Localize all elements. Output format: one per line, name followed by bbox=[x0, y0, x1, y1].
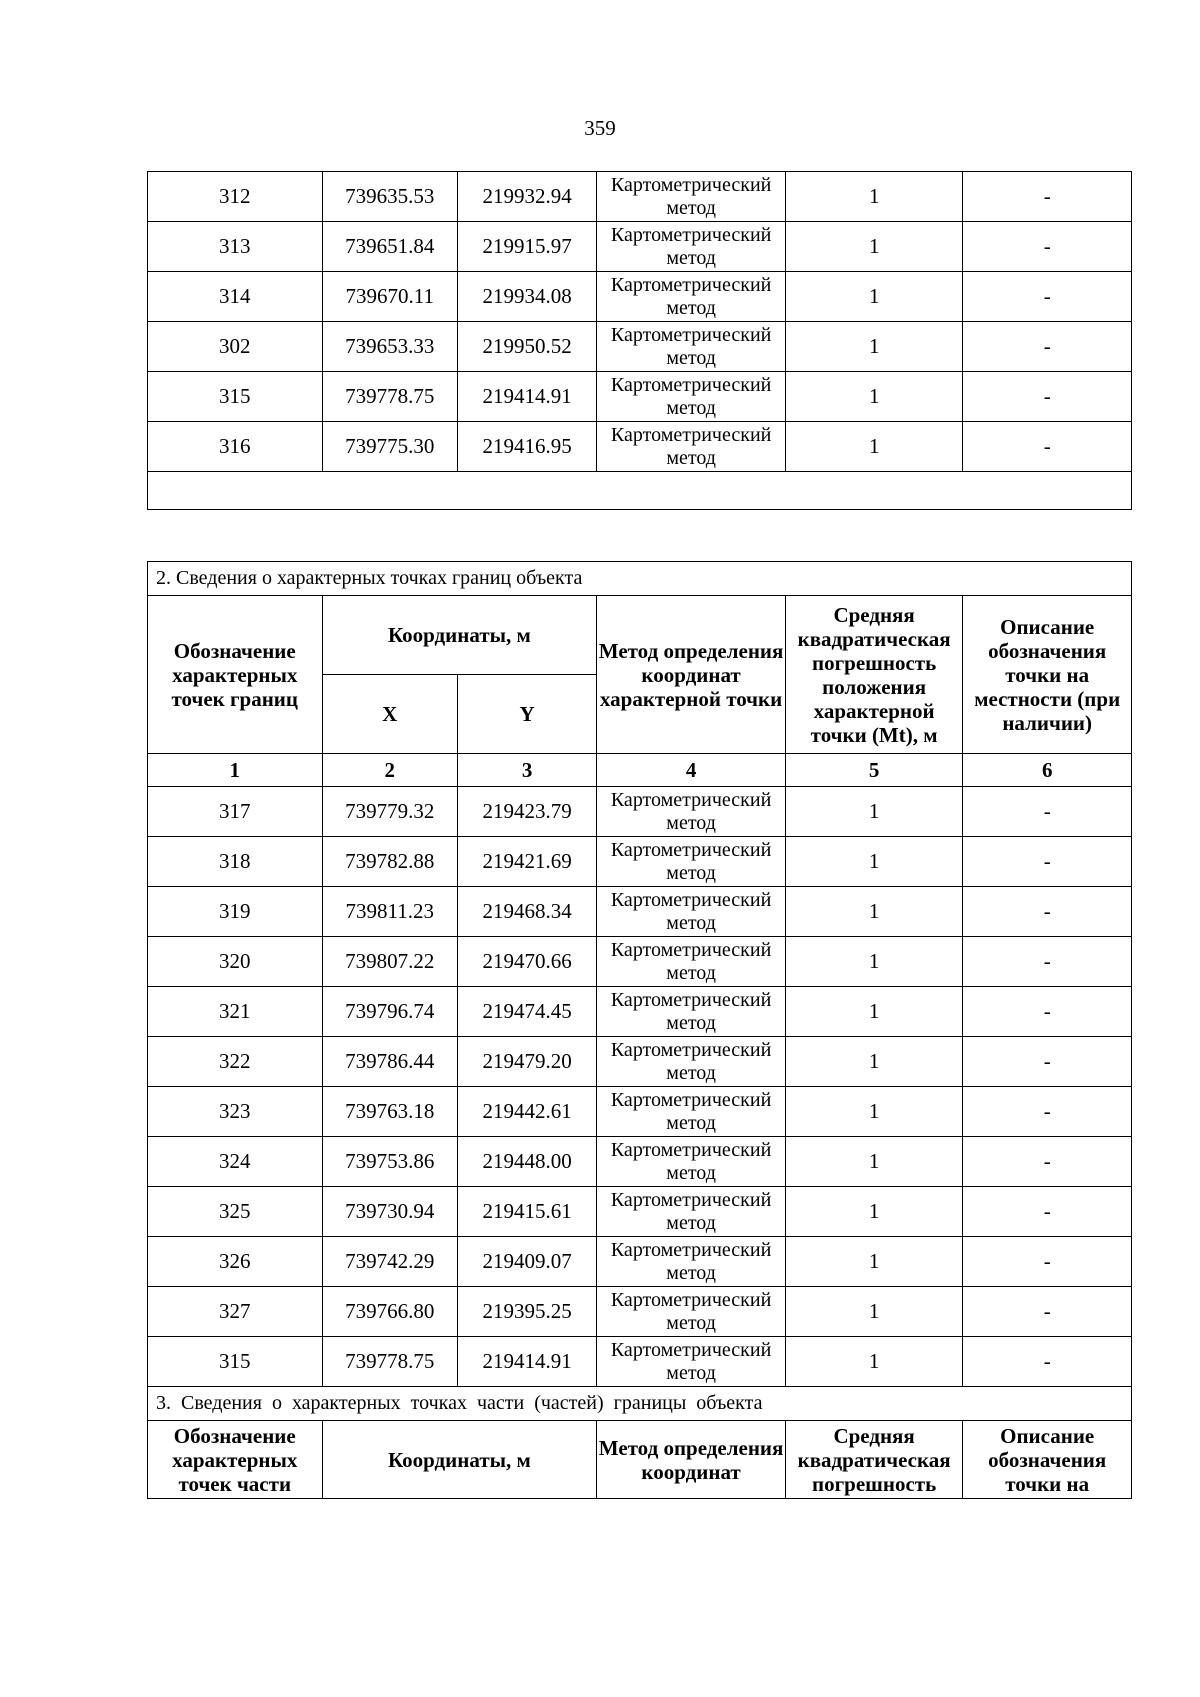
header-point: Обозначение характерных точек границ bbox=[148, 596, 323, 754]
cell-mt: 1 bbox=[785, 272, 963, 322]
table-row bbox=[148, 1337, 1132, 1387]
cell-x: 739670.11 bbox=[322, 272, 457, 322]
cell-mt: 1 bbox=[785, 787, 963, 837]
cell-y: 219414.91 bbox=[457, 1337, 596, 1387]
cell-point: 315 bbox=[148, 1337, 323, 1387]
cell-desc: - bbox=[963, 372, 1132, 422]
cell-desc: - bbox=[963, 1037, 1132, 1087]
cell-y: 219474.45 bbox=[457, 987, 596, 1037]
cell-x: 739775.30 bbox=[322, 422, 457, 472]
cell-y: 219423.79 bbox=[457, 787, 596, 837]
table-row bbox=[148, 1037, 1132, 1087]
cell-point: 326 bbox=[148, 1237, 323, 1287]
coordinates-table-continued bbox=[147, 171, 1132, 510]
cell-y: 219421.69 bbox=[457, 837, 596, 887]
table-row bbox=[148, 1187, 1132, 1237]
cell-desc: - bbox=[963, 887, 1132, 937]
header-coords: Координаты, м bbox=[322, 1421, 597, 1499]
cell-desc: - bbox=[963, 1237, 1132, 1287]
cell-point: 323 bbox=[148, 1087, 323, 1137]
header-y: Y bbox=[457, 675, 596, 754]
cell-y: 219409.07 bbox=[457, 1237, 596, 1287]
header-method: Метод определения координат характерной точки bbox=[597, 596, 786, 754]
cell-mt: 1 bbox=[785, 837, 963, 887]
table-row bbox=[148, 787, 1132, 837]
cell-x: 739779.32 bbox=[322, 787, 457, 837]
cell-point: 321 bbox=[148, 987, 323, 1037]
table-row bbox=[148, 1087, 1132, 1137]
cell-desc: - bbox=[963, 1337, 1132, 1387]
empty-cell bbox=[148, 472, 1132, 510]
cell-y: 219932.94 bbox=[457, 172, 596, 222]
cell-x: 739782.88 bbox=[322, 837, 457, 887]
cell-y: 219479.20 bbox=[457, 1037, 596, 1087]
cell-x: 739786.44 bbox=[322, 1037, 457, 1087]
section-title: 3. Сведения о характерных точках части (частей) границы объекта bbox=[148, 1387, 1132, 1421]
cell-mt: 1 bbox=[785, 1237, 963, 1287]
table-row bbox=[148, 1137, 1132, 1187]
cell-desc: - bbox=[963, 1137, 1132, 1187]
cell-point: 327 bbox=[148, 1287, 323, 1337]
cell-method: Картометрический метод bbox=[597, 1187, 786, 1237]
cell-method: Картометрический метод bbox=[597, 272, 786, 322]
cell-desc: - bbox=[963, 937, 1132, 987]
cell-y: 219416.95 bbox=[457, 422, 596, 472]
cell-x: 739753.86 bbox=[322, 1137, 457, 1187]
section-title-row bbox=[148, 562, 1132, 596]
column-numbers-row bbox=[148, 754, 1132, 787]
table-row bbox=[148, 987, 1132, 1037]
cell-method: Картометрический метод bbox=[597, 322, 786, 372]
cell-desc: - bbox=[963, 837, 1132, 887]
cell-method: Картометрический метод bbox=[597, 937, 786, 987]
table-row bbox=[148, 172, 1132, 222]
table-row bbox=[148, 887, 1132, 937]
table-row bbox=[148, 937, 1132, 987]
table-row bbox=[148, 422, 1132, 472]
header-point: Обозначение характерных точек части bbox=[148, 1421, 323, 1499]
cell-x: 739742.29 bbox=[322, 1237, 457, 1287]
header-x: X bbox=[322, 675, 457, 754]
cell-method: Картометрический метод bbox=[597, 1037, 786, 1087]
boundary-points-table bbox=[147, 561, 1132, 1499]
cell-mt: 1 bbox=[785, 1087, 963, 1137]
header-coords: Координаты, м bbox=[322, 596, 597, 675]
table-row bbox=[148, 322, 1132, 372]
cell-point: 322 bbox=[148, 1037, 323, 1087]
cell-desc: - bbox=[963, 987, 1132, 1037]
cell-desc: - bbox=[963, 1187, 1132, 1237]
header-desc: Описание обозначения точки на bbox=[963, 1421, 1132, 1499]
cell-method: Картометрический метод bbox=[597, 1137, 786, 1187]
cell-method: Картометрический метод bbox=[597, 987, 786, 1037]
cell-method: Картометрический метод bbox=[597, 787, 786, 837]
table-row bbox=[148, 372, 1132, 422]
cell-mt: 1 bbox=[785, 222, 963, 272]
cell-point: 325 bbox=[148, 1187, 323, 1237]
cell-method: Картометрический метод bbox=[597, 1087, 786, 1137]
table-body bbox=[148, 562, 1132, 787]
cell-method: Картометрический метод bbox=[597, 1237, 786, 1287]
cell-x: 739796.74 bbox=[322, 987, 457, 1037]
cell-desc: - bbox=[963, 422, 1132, 472]
cell-desc: - bbox=[963, 1087, 1132, 1137]
cell-method: Картометрический метод bbox=[597, 172, 786, 222]
cell-mt: 1 bbox=[785, 987, 963, 1037]
cell-x: 739811.23 bbox=[322, 887, 457, 937]
cell-mt: 1 bbox=[785, 422, 963, 472]
cell-desc: - bbox=[963, 787, 1132, 837]
column-number: 2 bbox=[322, 754, 457, 787]
cell-x: 739653.33 bbox=[322, 322, 457, 372]
cell-method: Картометрический метод bbox=[597, 422, 786, 472]
cell-method: Картометрический метод bbox=[597, 837, 786, 887]
cell-point: 312 bbox=[148, 172, 323, 222]
cell-x: 739778.75 bbox=[322, 372, 457, 422]
cell-desc: - bbox=[963, 322, 1132, 372]
cell-point: 315 bbox=[148, 372, 323, 422]
cell-point: 316 bbox=[148, 422, 323, 472]
cell-desc: - bbox=[963, 222, 1132, 272]
cell-mt: 1 bbox=[785, 937, 963, 987]
cell-y: 219414.91 bbox=[457, 372, 596, 422]
cell-y: 219442.61 bbox=[457, 1087, 596, 1137]
cell-x: 739651.84 bbox=[322, 222, 457, 272]
cell-y: 219415.61 bbox=[457, 1187, 596, 1237]
column-number: 1 bbox=[148, 754, 323, 787]
header-mt: Средняя квадратическая погрешность bbox=[785, 1421, 963, 1499]
section-3-header bbox=[148, 1387, 1132, 1499]
cell-point: 319 bbox=[148, 887, 323, 937]
cell-mt: 1 bbox=[785, 172, 963, 222]
cell-point: 314 bbox=[148, 272, 323, 322]
section-title-row bbox=[148, 1387, 1132, 1421]
table-row bbox=[148, 1237, 1132, 1287]
table-row bbox=[148, 222, 1132, 272]
cell-y: 219470.66 bbox=[457, 937, 596, 987]
table-body bbox=[148, 172, 1132, 510]
table-row bbox=[148, 837, 1132, 887]
cell-method: Картометрический метод bbox=[597, 1337, 786, 1387]
cell-y: 219395.25 bbox=[457, 1287, 596, 1337]
cell-mt: 1 bbox=[785, 1287, 963, 1337]
cell-method: Картометрический метод bbox=[597, 887, 786, 937]
cell-x: 739730.94 bbox=[322, 1187, 457, 1237]
header-row bbox=[148, 596, 1132, 675]
cell-y: 219934.08 bbox=[457, 272, 596, 322]
column-number: 4 bbox=[597, 754, 786, 787]
cell-mt: 1 bbox=[785, 1137, 963, 1187]
cell-x: 739763.18 bbox=[322, 1087, 457, 1137]
header-mt: Средняя квадратическая погрешность положения характерной точки (Mt), м bbox=[785, 596, 963, 754]
header-row bbox=[148, 1421, 1132, 1499]
cell-point: 320 bbox=[148, 937, 323, 987]
cell-x: 739807.22 bbox=[322, 937, 457, 987]
cell-desc: - bbox=[963, 172, 1132, 222]
table-row bbox=[148, 272, 1132, 322]
table-data bbox=[148, 787, 1132, 1387]
cell-mt: 1 bbox=[785, 1337, 963, 1387]
cell-x: 739766.80 bbox=[322, 1287, 457, 1337]
cell-y: 219915.97 bbox=[457, 222, 596, 272]
cell-method: Картометрический метод bbox=[597, 1287, 786, 1337]
column-number: 3 bbox=[457, 754, 596, 787]
cell-mt: 1 bbox=[785, 887, 963, 937]
cell-point: 302 bbox=[148, 322, 323, 372]
header-desc: Описание обозначения точки на местности (при наличии) bbox=[963, 596, 1132, 754]
column-number: 6 bbox=[963, 754, 1132, 787]
cell-method: Картометрический метод bbox=[597, 222, 786, 272]
cell-y: 219950.52 bbox=[457, 322, 596, 372]
cell-point: 313 bbox=[148, 222, 323, 272]
cell-y: 219448.00 bbox=[457, 1137, 596, 1187]
header-method: Метод определения координат bbox=[597, 1421, 786, 1499]
cell-mt: 1 bbox=[785, 1037, 963, 1087]
cell-x: 739635.53 bbox=[322, 172, 457, 222]
cell-point: 317 bbox=[148, 787, 323, 837]
table-row bbox=[148, 1287, 1132, 1337]
cell-desc: - bbox=[963, 1287, 1132, 1337]
cell-method: Картометрический метод bbox=[597, 372, 786, 422]
column-number: 5 bbox=[785, 754, 963, 787]
cell-mt: 1 bbox=[785, 1187, 963, 1237]
cell-mt: 1 bbox=[785, 372, 963, 422]
cell-desc: - bbox=[963, 272, 1132, 322]
cell-point: 318 bbox=[148, 837, 323, 887]
cell-x: 739778.75 bbox=[322, 1337, 457, 1387]
cell-mt: 1 bbox=[785, 322, 963, 372]
section-title: 2. Сведения о характерных точках границ объекта bbox=[148, 562, 1132, 596]
page-number: 359 bbox=[584, 116, 616, 140]
cell-y: 219468.34 bbox=[457, 887, 596, 937]
empty-row bbox=[148, 472, 1132, 510]
cell-point: 324 bbox=[148, 1137, 323, 1187]
